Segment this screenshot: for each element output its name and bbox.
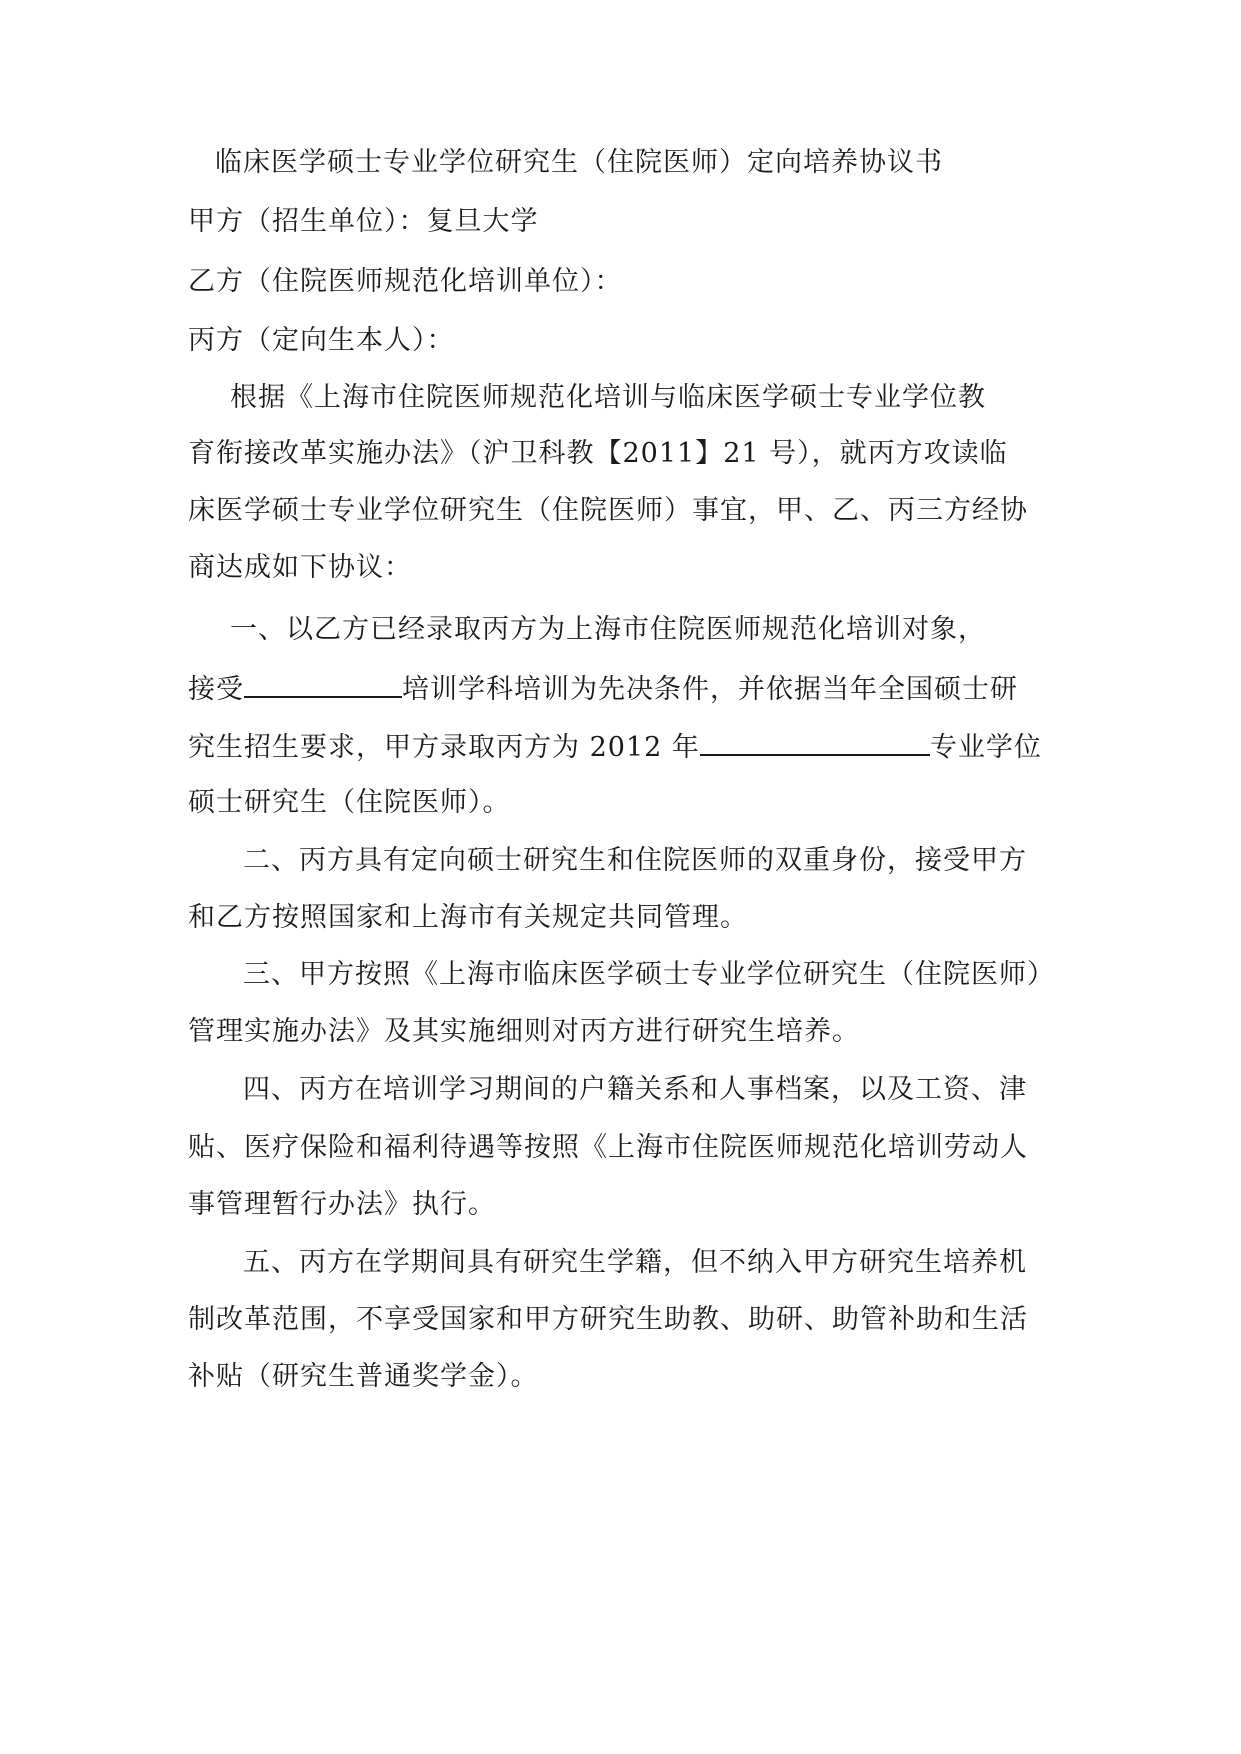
preamble-line: 根据《上海市住院医师规范化培训与临床医学硕士专业学位教 xyxy=(230,382,986,413)
clause-4-line: 四、丙方在培训学习期间的户籍关系和人事档案，以及工资、津 xyxy=(243,1074,1027,1105)
clause-1-text: 专业学位 xyxy=(929,732,1042,763)
preamble-line: 床医学硕士专业学位研究生（住院医师）事宜，甲、乙、丙三方经协 xyxy=(188,495,1028,526)
clause-2-line: 二、丙方具有定向硕士研究生和住院医师的双重身份，接受甲方 xyxy=(243,845,1027,876)
clause-5-line: 制改革范围，不享受国家和甲方研究生助教、助研、助管补助和生活 xyxy=(188,1304,1028,1335)
training-discipline-blank[interactable] xyxy=(244,670,402,698)
clause-4-line: 贴、医疗保险和福利待遇等按照《上海市住院医师规范化培训劳动人 xyxy=(188,1132,1028,1163)
clause-2-line: 和乙方按照国家和上海市有关规定共同管理。 xyxy=(188,902,748,933)
clause-1-line xyxy=(188,728,1042,766)
clause-1-text: 究生招生要求，甲方录取丙方为 2012 年 xyxy=(188,732,700,763)
party-b-line: 乙方（住院医师规范化培训单位）： xyxy=(188,266,623,297)
clause-3-line: 三、甲方按照《上海市临床医学硕士专业学位研究生（住院医师） xyxy=(243,959,1055,990)
clause-5-line: 五、丙方在学期间具有研究生学籍，但不纳入甲方研究生培养机 xyxy=(243,1247,1027,1278)
clause-1-text: 培训学科培训为先决条件，并依据当年全国硕士研 xyxy=(402,674,1018,705)
document-title: 临床医学硕士专业学位研究生（住院医师）定向培养协议书 xyxy=(215,147,943,178)
degree-major-blank[interactable] xyxy=(700,728,930,756)
clause-4-line: 事管理暂行办法》执行。 xyxy=(188,1189,496,1220)
clause-3-line: 管理实施办法》及其实施细则对丙方进行研究生培养。 xyxy=(188,1016,860,1047)
party-c-line: 丙方（定向生本人）： xyxy=(188,325,455,356)
party-a-line: 甲方（招生单位）：复旦大学 xyxy=(188,206,539,237)
clause-1-line xyxy=(188,670,1018,708)
clause-5-line: 补贴（研究生普通奖学金）。 xyxy=(188,1361,539,1392)
preamble-line: 商达成如下协议： xyxy=(188,552,412,583)
clause-1-line: 硕士研究生（住院医师）。 xyxy=(188,787,511,818)
clause-1-text: 接受 xyxy=(188,674,244,705)
preamble-line: 育衔接改革实施办法》（沪卫科教【2011】21 号），就丙方攻读临 xyxy=(188,438,1008,469)
clause-1-line: 一、以乙方已经录取丙方为上海市住院医师规范化培训对象， xyxy=(230,614,986,645)
